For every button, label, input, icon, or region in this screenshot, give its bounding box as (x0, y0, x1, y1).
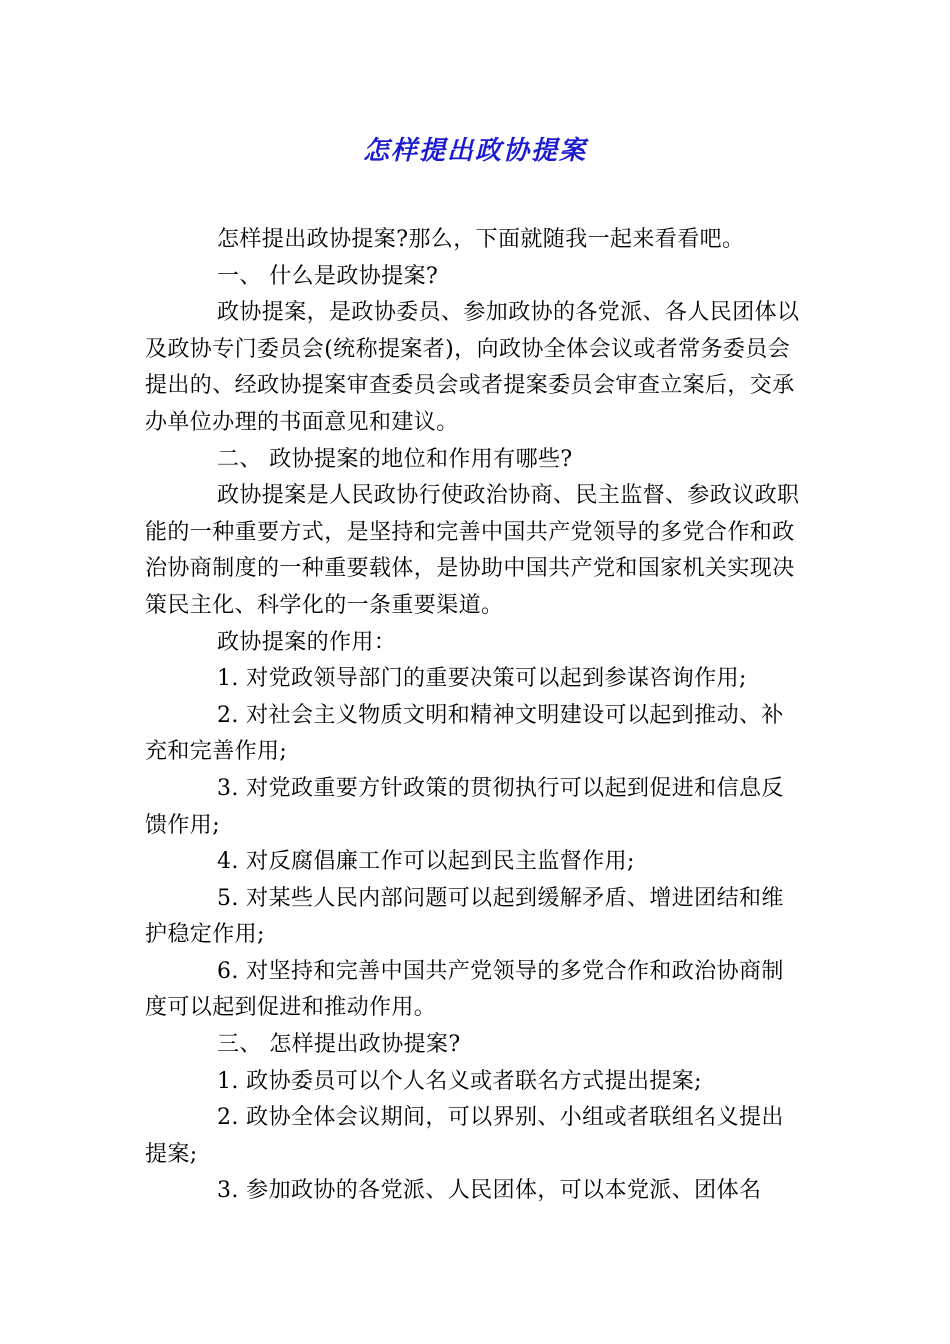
list-item-role-6: 6. 对坚持和完善中国共产党领导的多党合作和政治协商制度可以起到促进和推动作用。 (145, 958, 784, 1021)
paragraph-status: 政协提案是人民政协行使政治协商、民主监督、参政议政职能的一种重要方式，是坚持和完善中国共产党领导的多党合作和政治协商制度的一种重要载体，是协助中国共产党和国家机关实现决策民主化、科学化的一条重要渠道。 (145, 483, 800, 618)
paragraph-roles-intro: 政协提案的作用： (217, 629, 397, 655)
list-item-method-3: 3. 参加政协的各党派、人民团体，可以本党派、团体名 (217, 1178, 762, 1204)
section-heading-3: 三、 怎样提出政协提案? (217, 1032, 461, 1058)
list-item-method-2: 2. 政协全体会议期间，可以界别、小组或者联组名义提出提案; (145, 1105, 784, 1167)
list-item-role-5: 5. 对某些人民内部问题可以起到缓解矛盾、增进团结和维护稳定作用; (145, 885, 784, 948)
list-item-role-3: 3. 对党政重要方针政策的贯彻执行可以起到促进和信息反馈作用; (145, 775, 784, 838)
paragraph-definition: 政协提案，是政协委员、参加政协的各党派、各人民团体以及政协专门委员会(统称提案者)，向政协全体会议或者常务委员会提出的、经政协提案审查委员会或者提案委员会审查立案后，交承办单位办理的书面意见和建议。 (145, 300, 800, 435)
list-item-method-1: 1. 政协委员可以个人名义或者联名方式提出提案; (217, 1068, 702, 1094)
section-heading-1: 一、 什么是政协提案? (217, 263, 439, 289)
document-body (145, 222, 805, 1210)
list-item-role-1: 1. 对党政领导部门的重要决策可以起到参谋咨询作用; (217, 666, 747, 692)
list-item-role-2: 2. 对社会主义物质文明和精神文明建设可以起到推动、补充和完善作用; (145, 702, 784, 765)
list-item-role-4: 4. 对反腐倡廉工作可以起到民主监督作用; (217, 849, 635, 875)
section-heading-2: 二、 政协提案的地位和作用有哪些? (217, 446, 573, 472)
paragraph-intro: 怎样提出政协提案?那么，下面就随我一起来看看吧。 (217, 227, 745, 252)
document-title: 怎样提出政协提案 (362, 136, 587, 166)
